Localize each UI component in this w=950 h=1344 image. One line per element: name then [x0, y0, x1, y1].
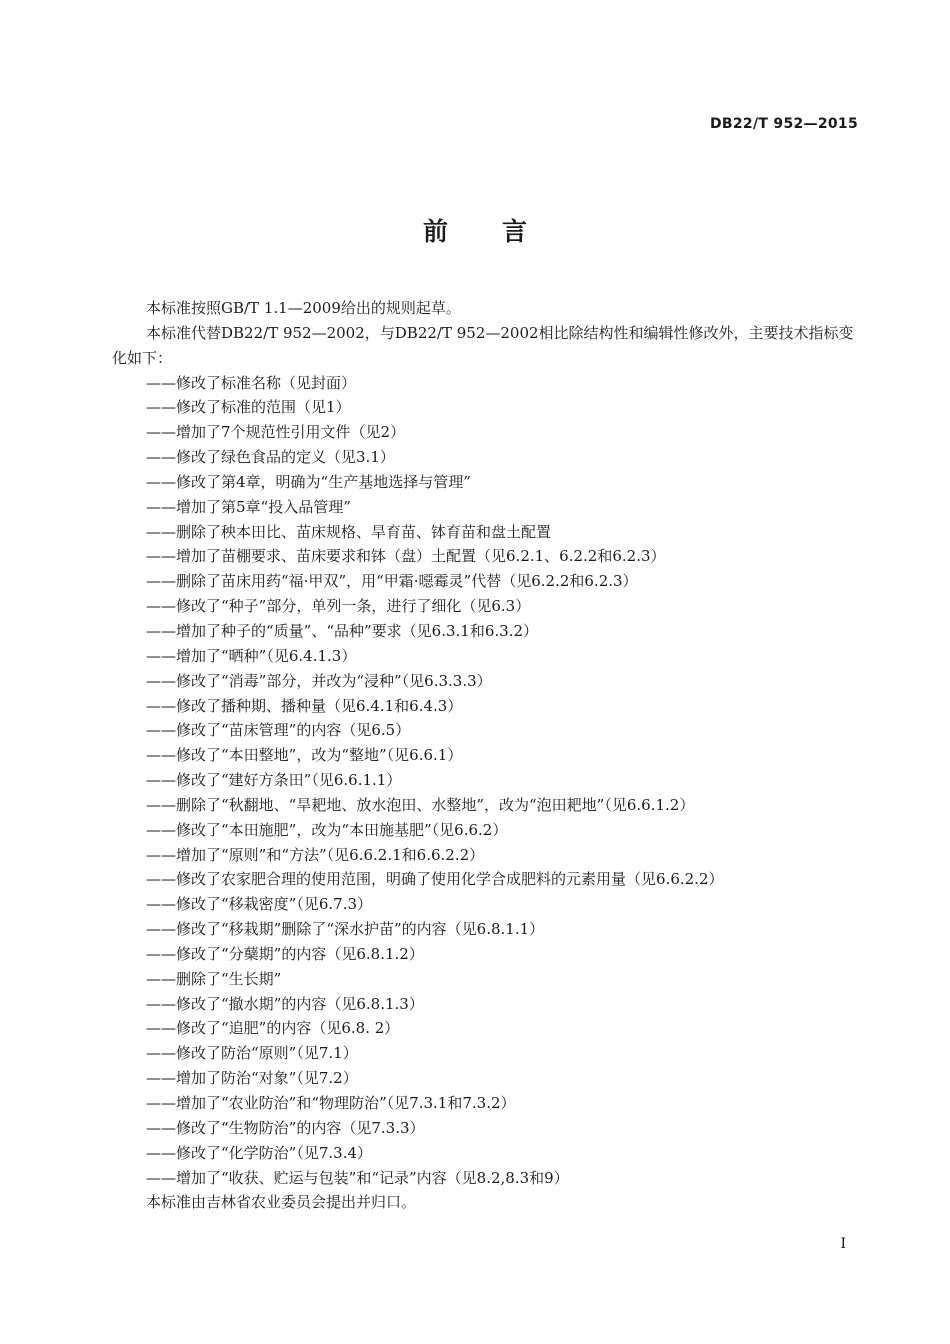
intro-paragraph: 本标准按照GB/T 1.1—2009给出的规则起草。	[146, 299, 461, 317]
change-item: ——修改了“移栽期”删除了“深水护苗”的内容（见6.8.1.1）	[146, 920, 545, 939]
change-item: ——修改了“苗床管理”的内容（见6.5）	[146, 721, 411, 740]
change-item: ——删除了秧本田比、苗床规格、旱育苗、钵育苗和盘土配置	[146, 522, 552, 541]
change-item: ——增加了“收获、贮运与包装”和“记录”内容（见8.2,8.3和9）	[146, 1168, 569, 1187]
page-number: I	[840, 1236, 846, 1252]
change-item: ——删除了“生长期”	[146, 969, 282, 988]
document-code: DB22/T 952—2015	[710, 116, 858, 132]
change-item: ——修改了“化学防治”（见7.3.4）	[146, 1143, 373, 1162]
change-item: ——增加了第5章“投入品管理”	[146, 497, 351, 516]
change-item: ——增加了“原则”和“方法”（见6.6.2.1和6.6.2.2）	[146, 845, 485, 864]
change-list	[112, 371, 862, 1191]
page-title: 前言	[422, 217, 581, 246]
change-item: ——修改了“撤水期”的内容（见6.8.1.3）	[146, 994, 424, 1013]
change-item: ——修改了第4章，明确为“生产基地选择与管理”	[146, 472, 471, 491]
change-item: ——修改了“本田整地”，改为“整地”（见6.6.1）	[146, 746, 463, 765]
change-item: ——删除了苗床用药“福·甲双”，用“甲霜·噁霉灵”代替（见6.2.2和6.2.3）	[146, 572, 638, 591]
change-item: ——删除了“秋翻地、“旱耙地、放水泡田、水整地”，改为“泡田耙地”（见6.6.1.2）	[146, 795, 695, 814]
change-item: ——修改了“追肥”的内容（见6.8. 2）	[146, 1019, 400, 1038]
change-item: ——修改了防治“原则”（见7.1）	[146, 1044, 358, 1063]
document-body	[112, 296, 862, 1215]
change-item: ——修改了“生物防治”的内容（见7.3.3）	[146, 1118, 425, 1137]
change-item: ——修改了“移栽密度”（见6.7.3）	[146, 895, 373, 914]
change-item: ——修改了“消毒”部分，并改为“浸种”（见6.3.3.3）	[146, 671, 492, 690]
change-item: ——修改了播种期、播种量（见6.4.1和6.4.3）	[146, 696, 463, 715]
change-item: ——修改了农家肥合理的使用范围，明确了使用化学合成肥料的元素用量（见6.6.2.2）	[146, 870, 724, 889]
change-item: ——增加了种子的“质量”、“品种”要求（见6.3.1和6.3.2）	[146, 621, 539, 640]
change-item: ——增加了“晒种”（见6.4.1.3）	[146, 646, 357, 665]
change-item: ——增加了“农业防治”和“物理防治”（见7.3.1和7.3.2）	[146, 1094, 516, 1112]
change-item: ——增加了苗棚要求、苗床要求和钵（盘）土配置（见6.2.1、6.2.2和6.2.3）	[146, 547, 666, 566]
change-item: ——修改了绿色食品的定义（见3.1）	[146, 448, 395, 467]
change-item: ——增加了7个规范性引用文件（见2）	[146, 423, 406, 442]
change-item: ——修改了标准的范围（见1）	[146, 398, 351, 417]
change-item: ——修改了“本田施肥”，改为“本田施基肥”（见6.6.2）	[146, 820, 508, 839]
change-item: ——修改了“分蘖期”的内容（见6.8.1.2）	[146, 944, 424, 963]
change-item: ——修改了“种子”部分，单列一条，进行了细化（见6.3）	[146, 597, 531, 616]
change-item: ——修改了“建好方条田”（见6.6.1.1）	[146, 771, 402, 790]
intro-paragraph: 本标准代替DB22/T 952—2002，与DB22/T 952—2002相比除结构性和编辑性修改外，主要技术指标变化如下：	[112, 323, 854, 367]
closing-paragraph: 本标准由吉林省农业委员会提出并归口。	[146, 1193, 417, 1212]
change-item: ——修改了标准名称（见封面）	[146, 373, 357, 392]
change-item: ——增加了防治“对象”（见7.2）	[146, 1069, 358, 1088]
